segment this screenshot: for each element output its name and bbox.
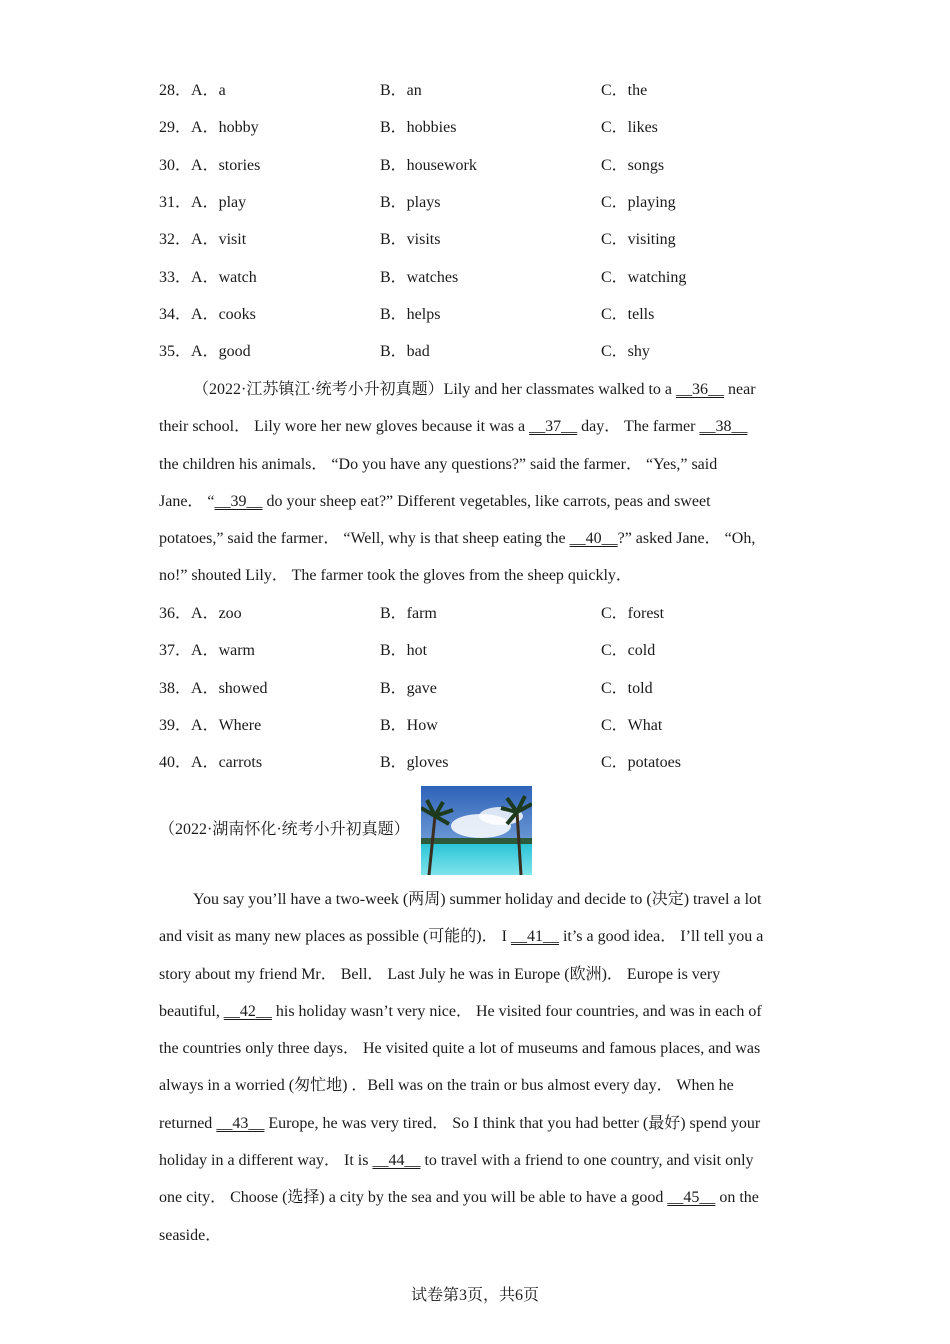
blank-42: __42__	[223, 1002, 272, 1020]
question-number: 35．	[159, 343, 192, 361]
option-b[interactable]: B．hobbies	[380, 119, 457, 137]
question-row	[159, 191, 799, 215]
passage-2: （2022·江苏镇江·统考小升初真题）Lily and her classmates walked to a __36__ near their school． Lily wore her new gloves because it was a __37__ day． The farmer __38__ the children his animals． “Do you have any questions?” said the farmer． “Yes,” said Jane． “__39__ do your sheep eat?” Different vegetables, like carrots, peas and sweet potatoes,” said the farmer． “Well, why is that sheep eating the __40__?” asked Jane． “Oh, no!” shouted Lily． The farmer took the gloves from the sheep quickly．	[159, 381, 756, 585]
option-c[interactable]: C．songs	[601, 156, 665, 174]
option-a[interactable]: 29．A．hobby	[159, 119, 259, 137]
option-c[interactable]: C．the	[601, 82, 648, 99]
blank-44: __44__	[372, 1152, 421, 1170]
option-b[interactable]: B．plays	[380, 193, 441, 211]
option-b[interactable]: B．gave	[380, 679, 437, 697]
blank-45: __45__	[667, 1189, 716, 1207]
option-b[interactable]: B．bad	[380, 343, 430, 361]
question-row	[159, 79, 799, 103]
option-c[interactable]: C．visiting	[601, 231, 676, 249]
blank-36: __36__	[676, 381, 725, 398]
palm-pool-image	[421, 786, 532, 875]
option-c[interactable]: C．What	[601, 716, 663, 734]
question-number: 33．	[159, 268, 192, 286]
option-b[interactable]: B．hot	[380, 642, 428, 660]
passage-3-source: （2022·湖南怀化·统考小升初真题）	[159, 821, 410, 838]
beach-photo	[421, 786, 532, 875]
passage-3: You say you’ll have a two-week (两周) summer holiday and decide to (决定) travel a lot and visit as many new places as possible (可能的)． I __41__ it’s a good idea． I’ll tell you a story about my friend Mr． Bell． Last July he was in Europe (欧洲)． Europe is very beautiful, __42__ his holiday wasn’t very nice． He visited four countries, and was in each of the countries only three days． He visited quite a lot of museums and famous places, and was always in a worried (匆忙地) ．Bell was on the train or bus almost every day． When he returned __43__ Europe, he was very tired． So I think that you had better (最好) spend your holiday in a different way． It is __44__ to travel with a friend to one country, and visit only one city． Choose (选择) a city by the sea and you will be able to have a good __45__ on the seaside．	[159, 891, 764, 1244]
blank-38: __38__	[699, 418, 748, 436]
question-number: 29．	[159, 119, 192, 137]
question-number: 31．	[159, 193, 192, 211]
question-row	[159, 602, 799, 626]
option-b[interactable]: B．visits	[380, 231, 441, 249]
question-row	[159, 303, 799, 327]
option-b[interactable]: B．an	[380, 82, 422, 99]
question-row	[159, 116, 799, 140]
question-number: 34．	[159, 305, 192, 323]
option-a[interactable]: 35．A．good	[159, 343, 251, 361]
question-row	[159, 714, 799, 738]
page-footer: 试卷第3页，共6页	[410, 1287, 539, 1304]
question-row	[159, 677, 799, 701]
question-row	[159, 751, 799, 775]
question-number: 38．	[159, 679, 192, 697]
option-a[interactable]: 37．A．warm	[159, 642, 256, 660]
question-row	[159, 228, 799, 252]
option-b[interactable]: B．housework	[380, 156, 477, 174]
option-a[interactable]: 30．A．stories	[159, 156, 261, 174]
question-number: 30．	[159, 156, 192, 174]
option-c[interactable]: C．watching	[601, 268, 687, 286]
option-a[interactable]: 33．A．watch	[159, 268, 257, 286]
option-c[interactable]: C．potatoes	[601, 754, 681, 772]
option-b[interactable]: B．watches	[380, 268, 459, 286]
option-a[interactable]: 32．A．visit	[159, 231, 247, 249]
question-row	[159, 639, 799, 663]
question-number: 28．	[159, 82, 192, 99]
option-a[interactable]: 34．A．cooks	[159, 305, 256, 323]
question-number: 36．	[159, 605, 192, 622]
option-a[interactable]: 40．A．carrots	[159, 754, 263, 772]
option-a[interactable]: 28．A．a	[159, 82, 226, 99]
question-row	[159, 154, 799, 178]
blank-37: __37__	[529, 418, 578, 436]
option-c[interactable]: C．cold	[601, 642, 656, 660]
question-number: 40．	[159, 754, 192, 772]
blank-41: __41__	[510, 928, 559, 946]
option-a[interactable]: 36．A．zoo	[159, 605, 242, 622]
option-b[interactable]: B．farm	[380, 605, 437, 622]
option-c[interactable]: C．playing	[601, 193, 676, 211]
blank-39: __39__	[214, 492, 263, 510]
option-c[interactable]: C．told	[601, 679, 653, 697]
option-a[interactable]: 39．A．Where	[159, 716, 262, 734]
option-c[interactable]: C．likes	[601, 119, 658, 137]
question-number: 39．	[159, 716, 192, 734]
option-a[interactable]: 38．A．showed	[159, 679, 268, 697]
question-row	[159, 266, 799, 290]
question-number: 32．	[159, 231, 192, 249]
option-b[interactable]: B．How	[380, 716, 438, 734]
blank-40: __40__	[569, 530, 618, 548]
option-b[interactable]: B．gloves	[380, 754, 449, 772]
option-c[interactable]: C．shy	[601, 343, 650, 361]
question-number: 37．	[159, 642, 192, 660]
option-b[interactable]: B．helps	[380, 305, 441, 323]
question-row	[159, 340, 799, 364]
option-a[interactable]: 31．A．play	[159, 193, 247, 211]
option-c[interactable]: C．tells	[601, 305, 655, 323]
blank-43: __43__	[216, 1114, 265, 1132]
option-c[interactable]: C．forest	[601, 605, 665, 622]
